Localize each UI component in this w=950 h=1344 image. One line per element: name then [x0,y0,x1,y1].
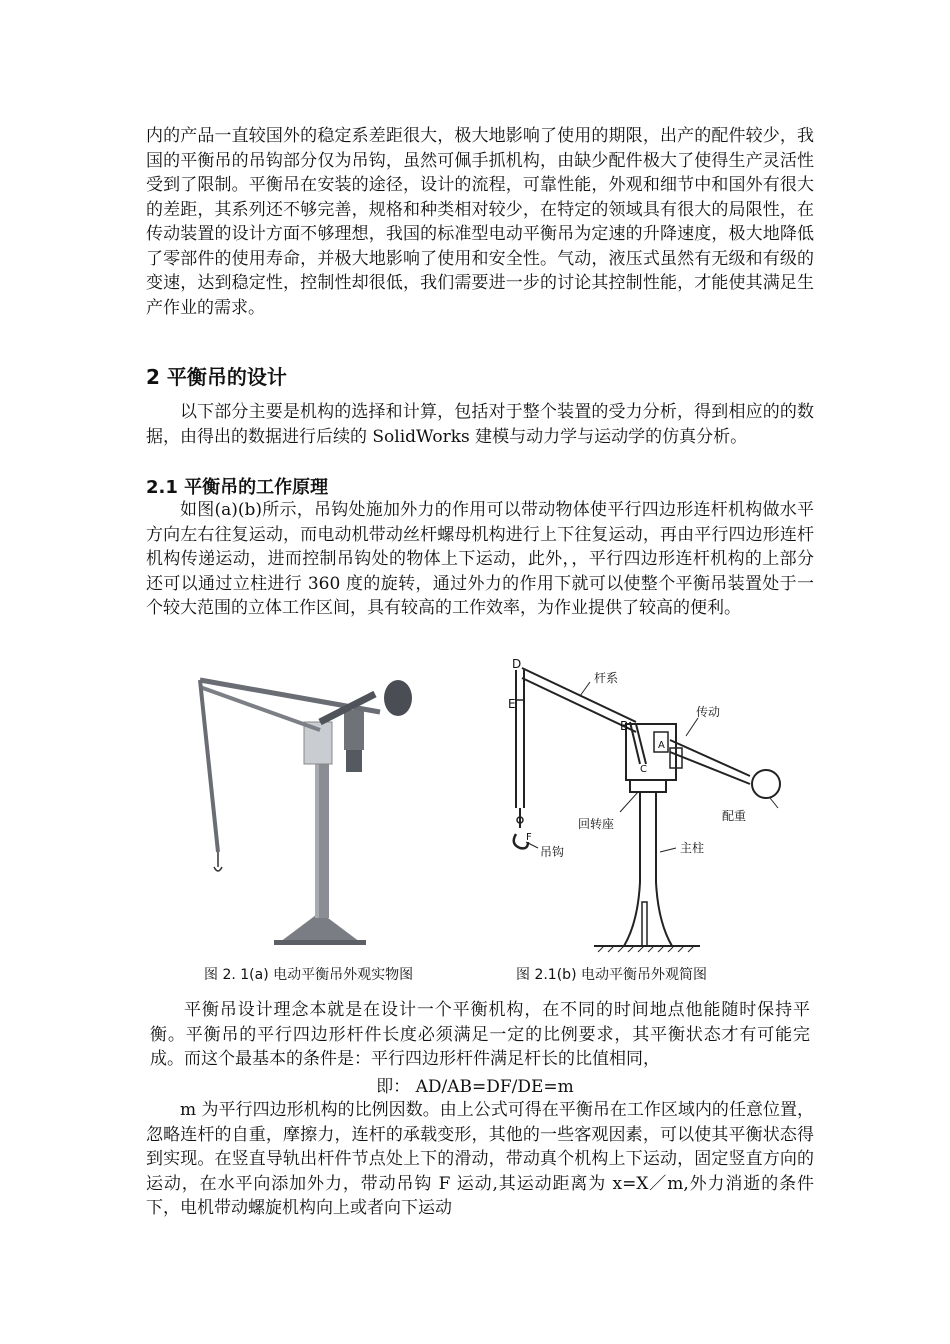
caption-a: 图 2. 1(a) 电动平衡吊外观实物图 [204,967,414,983]
label-chuandong: 传动 [696,705,721,719]
label-zhuzhu: 主柱 [680,841,705,855]
formula: 即： AD/AB=DF/DE=m [376,1077,574,1097]
label-D: D [512,657,522,671]
label-peizhong: 配重 [722,809,747,823]
label-C: C [640,764,647,775]
principle-paragraph: 如图(a)(b)所示，吊钩处施加外力的作用可以带动物体使平行四边形连杆机构做水平方向左右往复运动，而电动机带动丝杆螺母机构进行上下往复运动，再由平行四边形连杆机构传递运动，进而控制吊钩处的物体上下运动，此外，，平行四边形连杆机构的上部分还可以通过立柱进行 360 度的旋转，通过外力的作用下就可以使整个平衡吊装置处于一个较大范围的立体工作区间，具有较高的工作效率，为作业提供了较高的便利。 [146,500,814,618]
label-F: F [526,832,532,843]
section-paragraph: 以下部分主要是机构的选择和计算，包括对于整个装置的受力分析，得到相应的的数据，由得出的数据进行后续的 SolidWorks 建模与动力学与运动学的仿真分析。 [146,402,814,447]
caption-b: 图 2.1(b) 电动平衡吊外观简图 [516,967,707,983]
section-heading: 2 平衡吊的设计 [146,365,287,389]
label-A: A [658,740,665,751]
label-B: B [620,719,629,733]
crane-photo [200,680,412,945]
label-ganxi: 杆系 [594,671,619,685]
figure-2-1 [170,652,790,992]
label-diaogou: 吊钩 [540,845,565,859]
label-huizhuanzuo: 回转座 [578,817,615,831]
subsection-heading: 2.1 平衡吊的工作原理 [146,477,329,498]
intro-paragraph: 内的产品一直较国外的稳定系差距很大，极大地影响了使用的期限，出产的配件较少，我国的平衡吊的吊钩部分仅为吊钩，虽然可佩手抓机构，由缺少配件极大了使得生产灵活性受到了限制。平衡吊在安装的途径，设计的流程，可靠性能，外观和细节中和国外有很大的差距，其系列还不够完善，规格和种类相对较少，在特定的领域具有很大的局限性，在传动装置的设计方面不够理想，我国的标准型电动平衡吊为定速的升降速度，极大地降低了零部件的使用寿命，并极大地影响了使用和安全性。气动，液压式虽然有无级和有级的变速，达到稳定性，控制性却很低，我们需要进一步的讨论其控制性能，才能使其满足生产作业的需求。 [146,126,814,318]
balance-paragraph: 平衡吊设计理念本就是在设计一个平衡机构，在不同的时间地点他能随时保持平衡。平衡吊的平行四边形杆件长度必须满足一定的比例要求，其平衡状态才有可能完成。而这个最基本的条件是：平行四边形杆件满足杆长的比值相同， [150,1000,810,1069]
label-E: E [508,697,516,711]
ratio-paragraph: m 为平行四边形机构的比例因数。由上公式可得在平衡吊在工作区域内的任意位置，忽略连杆的自重，摩擦力，连杆的承载变形，其他的一些客观因素，可以使其平衡状态得到实现。在竖直导轨出杆件节点处上下的滑动，带动真个机构上下运动，固定竖直方向的运动，在水平向添加外力，带动吊钩 F 运动,其运动距离为 x=X／m,外力消逝的条件下，电机带动螺旋机构向上或者向下运动 [146,1100,814,1218]
figure-illustration [170,652,790,992]
